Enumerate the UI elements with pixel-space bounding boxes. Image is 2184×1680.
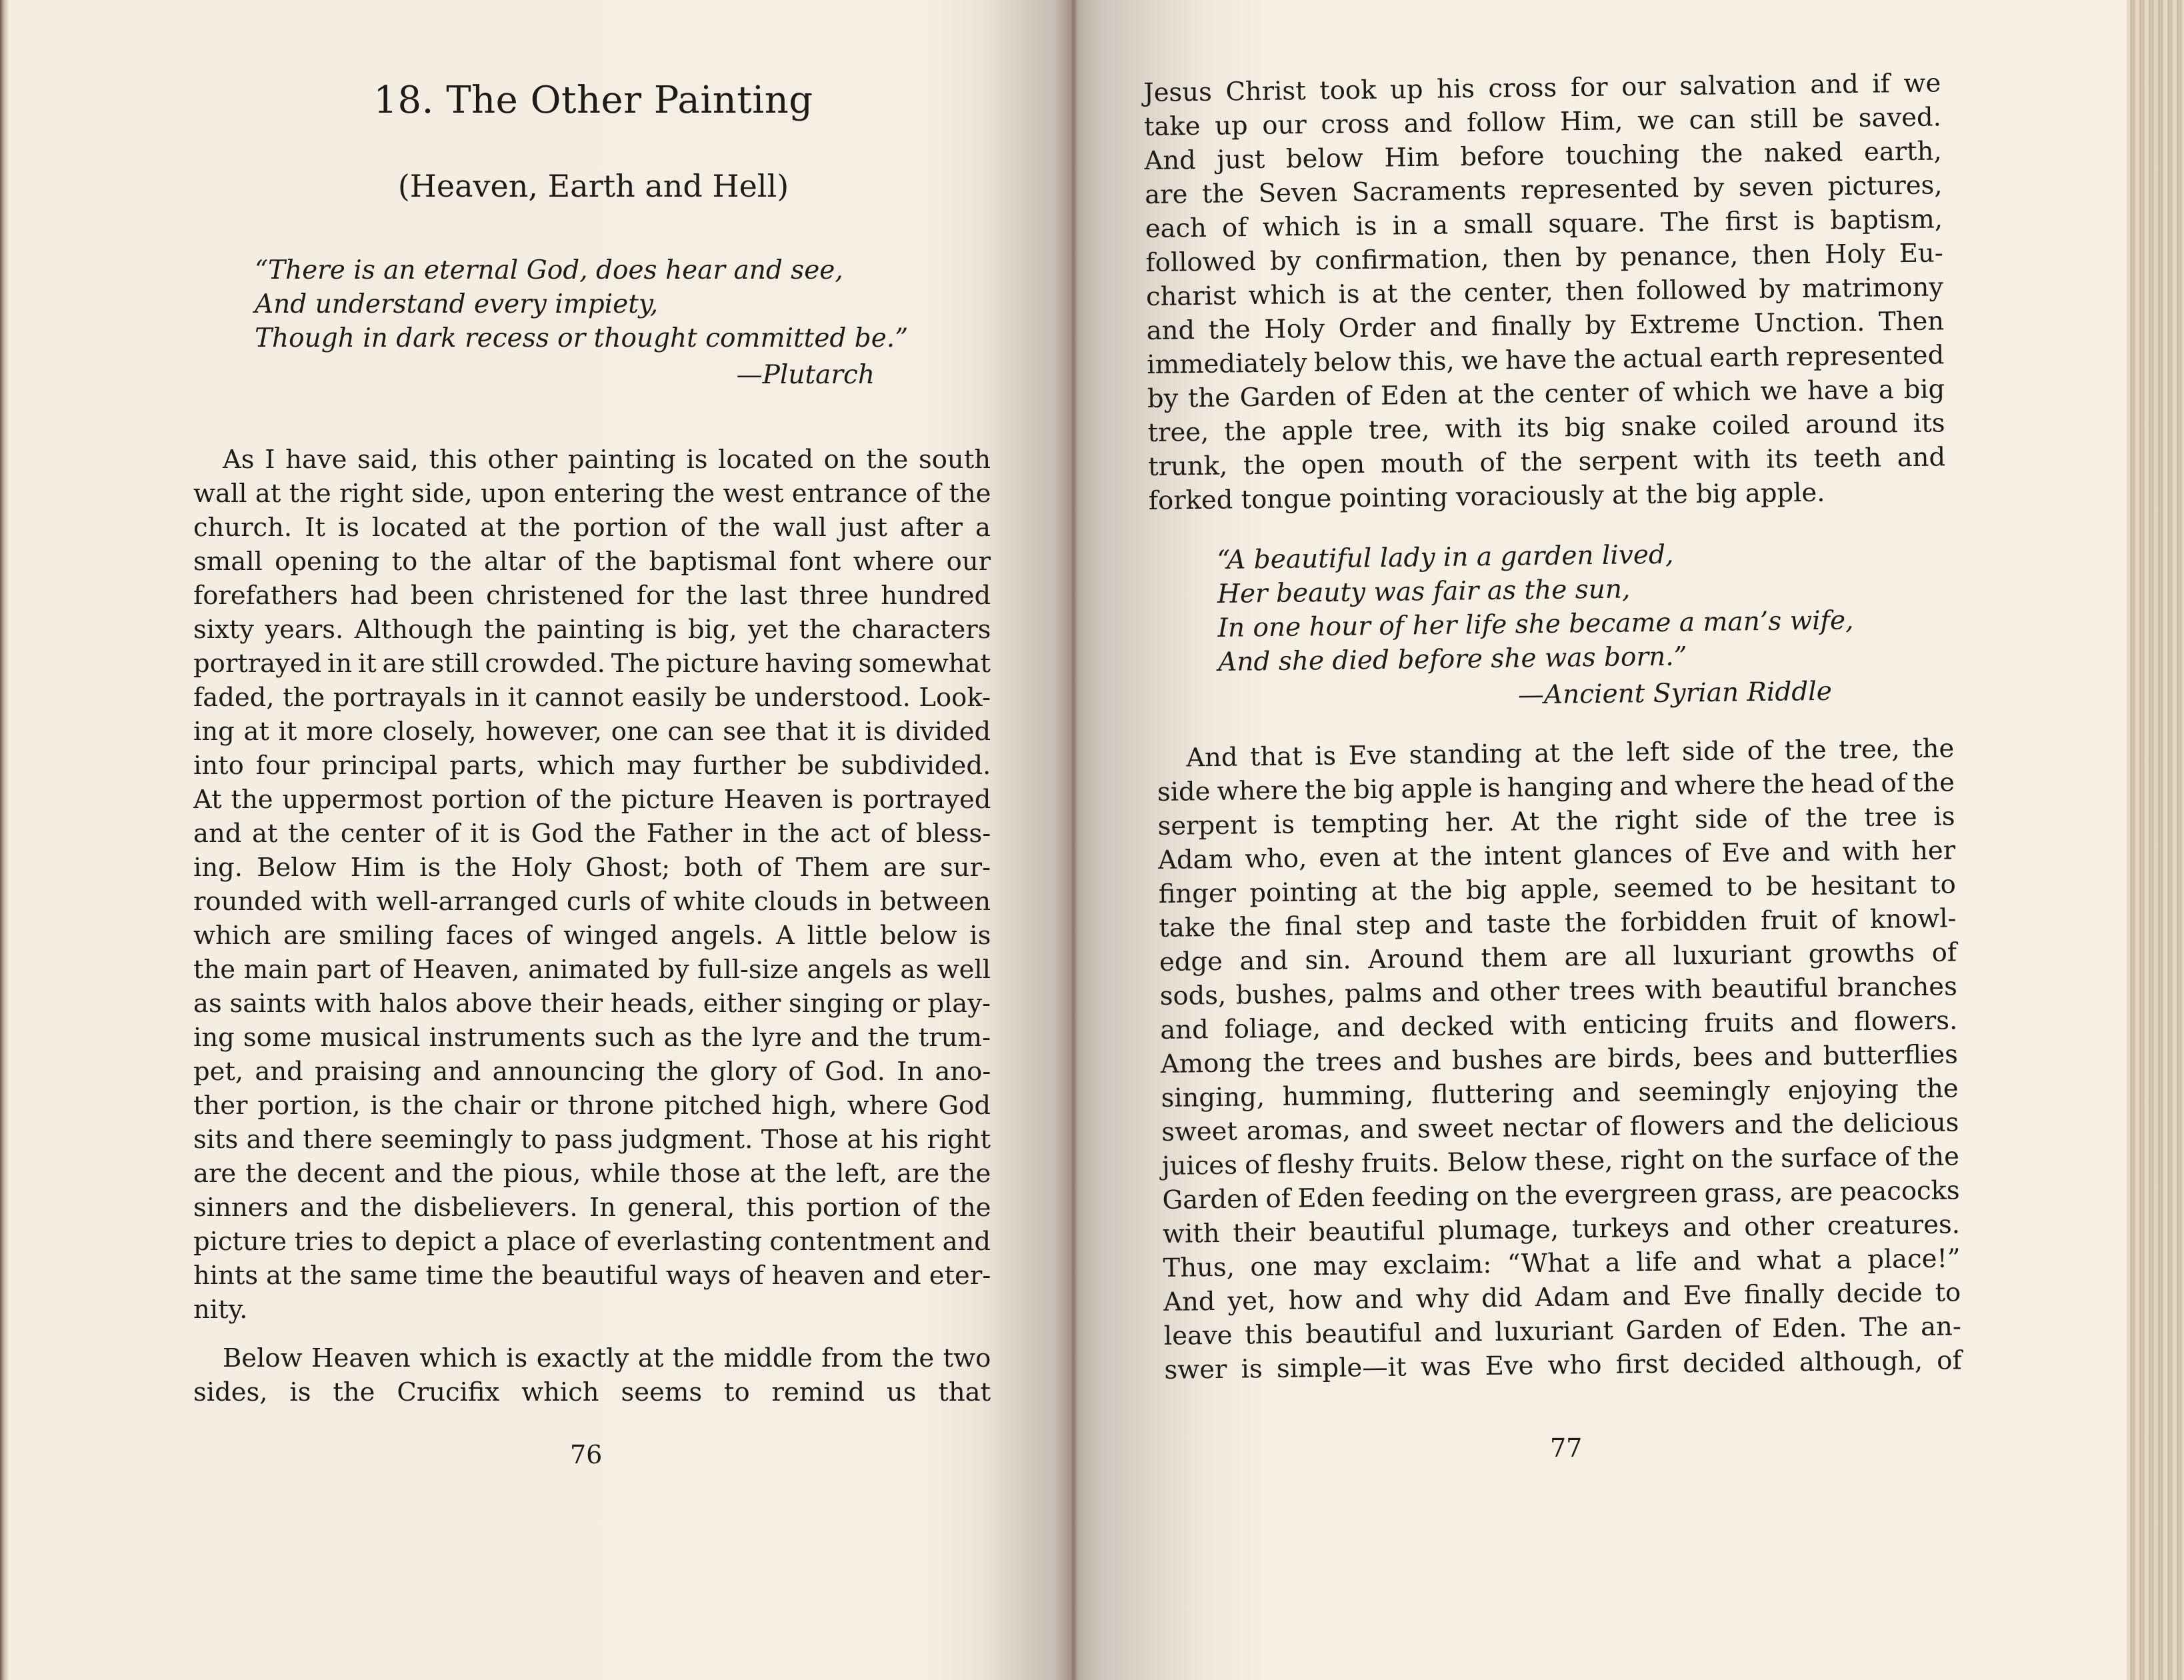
text-line: as saints with halos above their heads, either singing or play- xyxy=(193,989,991,1019)
text-line: tree, the apple tree, with its big snake coiled around its xyxy=(1147,408,1945,448)
text-line: Thus, one may exclaim: “What a life and what a place!” xyxy=(1163,1243,1961,1283)
text-line: sits and there seemingly to pass judgment. Those at his right xyxy=(193,1125,991,1155)
epigraph-attribution: —Plutarch xyxy=(736,360,875,390)
right-paragraph-1 xyxy=(1143,66,1946,518)
right-paragraph-2 xyxy=(1157,731,1962,1387)
text-line: side where the big apple is hanging and where the head of the xyxy=(1157,767,1955,807)
left-paragraph-1 xyxy=(193,443,991,1327)
text-line: sides, is the Crucifix which seems to remind us that xyxy=(193,1377,991,1407)
text-line: At the uppermost portion of the picture Heaven is portrayed xyxy=(193,785,991,815)
text-line: ing some musical instruments such as the lyre and the trum- xyxy=(193,1023,991,1053)
text-line: and the Holy Order and finally by Extreme Unction. Then xyxy=(1146,306,1945,346)
text-line: forefathers had been christened for the last three hundred xyxy=(193,581,991,611)
epigraph-line: And she died before she was born.” xyxy=(1217,641,1687,677)
text-line: Garden of Eden feeding on the evergreen grass, are peacocks xyxy=(1162,1175,1960,1215)
text-line: sixty years. Although the painting is big, yet the characters xyxy=(193,615,991,645)
text-line: portrayed in it are still crowded. The picture having somewhat xyxy=(193,649,991,679)
text-line: pet, and praising and announcing the glory of God. In ano- xyxy=(193,1057,991,1087)
text-line: charist which is at the center, then followed by matrimony xyxy=(1145,272,1944,312)
text-line: the main part of Heaven, animated by full-size angels as well xyxy=(193,955,991,985)
text-line: church. It is located at the portion of the wall just after a xyxy=(193,513,991,543)
text-line: trunk, the open mouth of the serpent with its teeth and xyxy=(1147,442,1946,482)
text-line: hints at the same time the beautiful ways of heaven and eter- xyxy=(193,1261,991,1291)
page-edges xyxy=(2127,0,2184,1680)
text-line: And yet, how and why did Adam and Eve finally decide to xyxy=(1163,1277,1961,1317)
text-line: sweet aromas, and sweet nectar of flowers and the delicious xyxy=(1161,1107,1959,1147)
text-line: ing at it more closely, however, one can see that it is divided xyxy=(193,717,991,747)
text-line: take up our cross and follow Him, we can still be saved. xyxy=(1143,102,1942,142)
left-epigraph xyxy=(255,253,909,392)
text-line: Adam who, even at the intent glances of Eve and with her xyxy=(1157,835,1956,875)
left-paragraph-2 xyxy=(193,1341,991,1409)
text-line: which are smiling faces of winged angels. A little below is xyxy=(193,921,991,951)
epigraph-line: Though in dark recess or thought committed be.” xyxy=(255,323,909,353)
text-line: sods, bushes, palms and other trees with beautiful branches xyxy=(1159,971,1958,1011)
epigraph-line: Her beauty was fair as the sun, xyxy=(1217,574,1631,609)
text-line: and foliage, and decked with enticing fruits and flowers. xyxy=(1160,1005,1958,1045)
text-line: Below Heaven which is exactly at the middle from the two xyxy=(223,1343,991,1373)
text-line: singing, humming, fluttering and seemingly enjoying the xyxy=(1161,1073,1959,1113)
text-line: are the decent and the pious, while those at the left, are the xyxy=(193,1159,991,1189)
page-number-right: 77 xyxy=(1550,1433,1583,1463)
text-line: take the final step and taste the forbidden fruit of knowl- xyxy=(1159,903,1957,943)
text-line: rounded with well-arranged curls of white clouds in between xyxy=(193,887,991,917)
text-line: with their beautiful plumage, turkeys and other creatures. xyxy=(1162,1209,1961,1249)
chapter-subtitle: (Heaven, Earth and Hell) xyxy=(397,168,789,204)
text-line: picture tries to depict a place of everlasting contentment and xyxy=(193,1227,991,1257)
epigraph-line: And understand every impiety, xyxy=(255,289,659,319)
text-line: And that is Eve standing at the left side of the tree, the xyxy=(1186,733,1955,773)
text-line: immediately below this, we have the actual earth represented xyxy=(1147,340,1945,380)
text-line: finger pointing at the big apple, seemed to be hesitant to xyxy=(1158,869,1956,909)
chapter-title: 18. The Other Painting xyxy=(373,79,813,122)
text-line: into four principal parts, which may further be subdivided. xyxy=(193,751,991,781)
text-line: juices of fleshy fruits. Below these, right on the surface of the xyxy=(1161,1141,1960,1181)
text-line: wall at the right side, upon entering the west entrance of the xyxy=(193,479,991,509)
text-line: forked tongue pointing voraciously at the big apple. xyxy=(1148,477,1825,516)
text-line: nity. xyxy=(193,1295,248,1325)
text-line: leave this beautiful and luxuriant Garden of Eden. The an- xyxy=(1163,1311,1962,1351)
text-line: and at the center of it is God the Father in the act of bless- xyxy=(193,819,991,849)
epigraph-attribution: —Ancient Syrian Riddle xyxy=(1517,676,1833,711)
text-line: are the Seven Sacraments represented by seven pictures, xyxy=(1144,170,1943,210)
epigraph-line: In one hour of her life she became a man’s wife, xyxy=(1217,605,1854,643)
text-line: by the Garden of Eden at the center of which we have a big xyxy=(1147,374,1945,414)
text-line: swer is simple—it was Eve who first decided although, of xyxy=(1164,1345,1962,1385)
text-line: followed by confirmation, then by penance, then Holy Eu- xyxy=(1145,238,1943,278)
epigraph-line: “There is an eternal God, does hear and see, xyxy=(255,255,843,285)
right-epigraph xyxy=(1217,535,1885,716)
text-line: And just below Him before touching the naked earth, xyxy=(1144,136,1942,176)
text-line: faded, the portrayals in it cannot easily be understood. Look- xyxy=(193,683,991,713)
text-line: serpent is tempting her. At the right side of the tree is xyxy=(1157,801,1955,841)
page-number-left: 76 xyxy=(570,1440,603,1469)
text-line: As I have said, this other painting is located on the south xyxy=(223,445,991,475)
text-line: Jesus Christ took up his cross for our salvation and if we xyxy=(1143,68,1941,108)
text-line: ther portion, is the chair or throne pitched high, where God xyxy=(193,1091,991,1121)
text-line: Among the trees and bushes are birds, bees and butterflies xyxy=(1160,1039,1959,1079)
text-line: sinners and the disbelievers. In general, this portion of the xyxy=(193,1193,991,1223)
epigraph-line: “A beautiful lady in a garden lived, xyxy=(1217,539,1674,575)
text-line: each of which is in a small square. The first is baptism, xyxy=(1145,204,1943,244)
text-line: edge and sin. Around them are all luxuriant growths of xyxy=(1159,937,1957,977)
text-line: small opening to the altar of the baptismal font where our xyxy=(193,547,991,577)
text-line: ing. Below Him is the Holy Ghost; both of Them are sur- xyxy=(193,853,991,883)
